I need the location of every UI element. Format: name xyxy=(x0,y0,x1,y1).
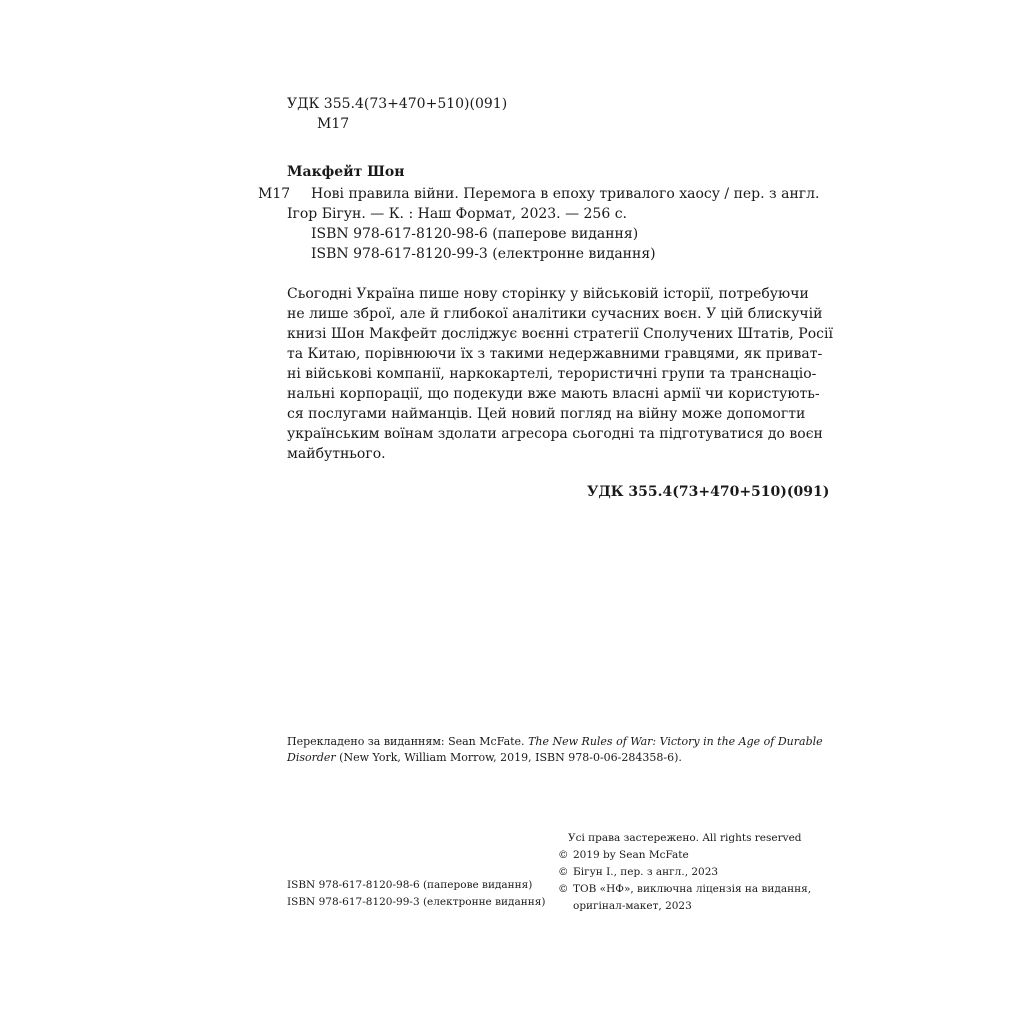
copyright-symbol: © xyxy=(558,883,569,895)
annotation-line: українським воїнам здолати агресора сьогодні та підготуватися до воєн xyxy=(287,426,823,442)
catalog-isbn-paper: ISBN 978-617-8120-98-6 (паперове видання) xyxy=(311,226,639,242)
translated-from-note xyxy=(287,734,823,766)
annotation-line: ні військові компанії, наркокартелі, терористичні групи та транснаціо- xyxy=(287,366,817,382)
copyright-line-continued xyxy=(558,898,811,915)
isbn-block-bottom xyxy=(287,877,545,911)
udk-code-bottom: УДК 355.4(73+470+510)(091) xyxy=(587,484,830,500)
author-name: Макфейт Шон xyxy=(287,164,405,180)
catalog-author-mark: М17 xyxy=(258,186,291,202)
rights-block xyxy=(558,830,811,915)
annotation-line: не лише зброї, але й глибокої аналітики сучасних воєн. У цій блискучій xyxy=(287,306,823,322)
catalog-title-line: Нові правила війни. Перемога в епоху тривалого хаосу / пер. з англ. xyxy=(311,186,820,202)
catalog-isbn-electronic: ISBN 978-617-8120-99-3 (електронне видання) xyxy=(311,246,656,262)
annotation-line: та Китаю, порівнюючи їх з такими недержавними гравцями, як приват- xyxy=(287,346,823,362)
isbn-electronic-bottom: ISBN 978-617-8120-99-3 (електронне видання) xyxy=(287,896,546,908)
copyright-text: оригінал-макет, 2023 xyxy=(573,900,692,912)
rights-heading: Усі права застережено. All rights reserved xyxy=(568,832,802,844)
copyright-symbol: © xyxy=(558,849,569,861)
annotation-line: Сьогодні Україна пише нову сторінку у військовій історії, потребуючи xyxy=(287,286,809,302)
copyright-text: 2019 by Sean McFate xyxy=(573,849,689,861)
copyright-text: Бігун І., пер. з англ., 2023 xyxy=(573,866,719,878)
annotation-paragraph xyxy=(287,284,833,464)
annotation-line: ся послугами найманців. Цей новий погляд на війну може допомогти xyxy=(287,406,806,422)
copyright-symbol: © xyxy=(558,866,569,878)
annotation-line: книзі Шон Макфейт досліджує воєнні стратегії Сполучених Штатів, Росії xyxy=(287,326,833,342)
original-title-part2: Disorder xyxy=(287,751,336,764)
udk-block-top xyxy=(287,94,507,134)
annotation-line: майбутнього. xyxy=(287,446,386,462)
translated-suffix: (New York, William Morrow, 2019, ISBN 978-0-06-284358-6). xyxy=(335,751,682,764)
copyright-line xyxy=(558,881,811,898)
author-mark-top: М17 xyxy=(317,116,350,132)
annotation-line: нальні корпорації, що подекуди вже мають власні армії чи користують- xyxy=(287,386,820,402)
isbn-paper-bottom: ISBN 978-617-8120-98-6 (паперове видання) xyxy=(287,879,533,891)
translated-prefix: Перекладено за виданням: Sean McFate. xyxy=(287,735,529,748)
udk-code-top: УДК 355.4(73+470+510)(091) xyxy=(287,96,508,112)
original-title-part1: The New Rules of War: Victory in the Age of Durable xyxy=(528,735,823,748)
copyright-text: ТОВ «НФ», виключна ліцензія на видання, xyxy=(573,883,812,895)
copyright-line xyxy=(558,864,811,881)
copyright-line xyxy=(558,847,811,864)
catalog-publication-line: Ігор Бігун. — К. : Наш Формат, 2023. — 256 с. xyxy=(287,206,627,222)
